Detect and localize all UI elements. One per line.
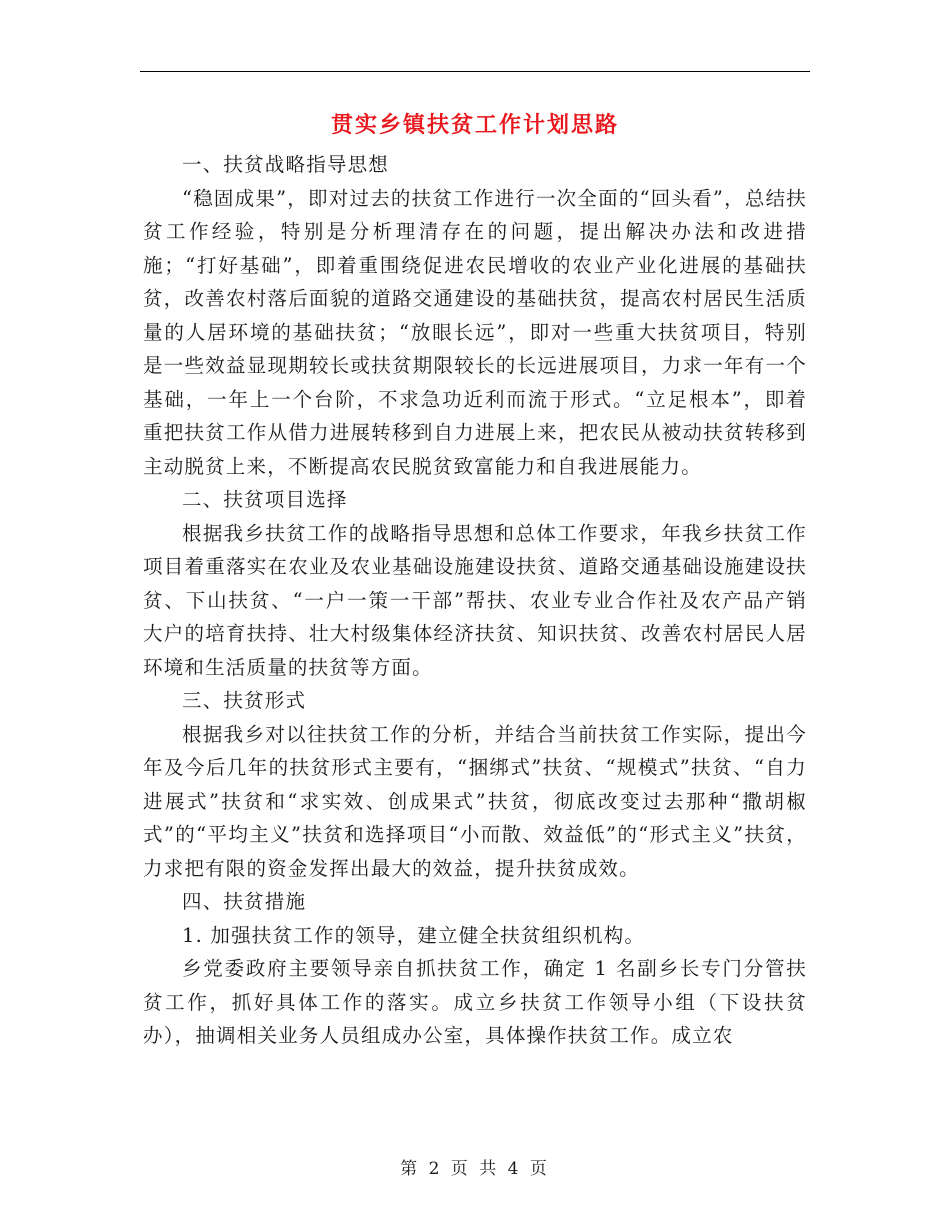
document-body bbox=[143, 108, 807, 1053]
section-heading-2: 二、扶贫项目选择 bbox=[182, 488, 348, 511]
section-heading-3: 三、扶贫形式 bbox=[182, 689, 307, 712]
paragraph-2: 根据我乡扶贫工作的战略指导思想和总体工作要求，年我乡扶贫工作项目着重落实在农业及农业基础设施建设扶贫、道路交通基础设施建设扶贫、下山扶贫、“一户一策一干部”帮扶、农业专业合作社及农产品产销大户的培育扶持、壮大村级集体经济扶贫、知识扶贫、改善农村居民人居环境和生活质量的扶贫等方面。 bbox=[143, 521, 807, 679]
paragraph-1: “稳固成果”，即对过去的扶贫工作进行一次全面的“回头看”，总结扶贫工作经验，特别是分析理清存在的问题，提出解决办法和改进措施；“打好基础”，即着重围绕促进农民增收的农业产业化进展的基础扶贫，改善农村落后面貌的道路交通建设的基础扶贫，提高农村居民生活质量的人居环境的基础扶贫；“放眼长远”，即对一些重大扶贫项目，特别是一些效益显现期较长或扶贫期限较长的长远进展项目，力求一年有一个基础，一年上一个台阶，不求急功近利而流于形式。“立足根本”，即着重把扶贫工作从借力进展转移到自力进展上来，把农民从被动扶贫转移到主动脱贫上来，不断提高农民脱贫致富能力和自我进展能力。 bbox=[143, 186, 807, 478]
subsection-heading-1: 1. 加强扶贫工作的领导，建立健全扶贫组织机构。 bbox=[182, 923, 646, 947]
header-rule bbox=[140, 71, 810, 72]
page-number: 第 2 页 共 4 页 bbox=[400, 1159, 550, 1179]
document-title: 贯实乡镇扶贫工作计划思路 bbox=[330, 112, 619, 138]
section-heading-1: 一、扶贫战略指导思想 bbox=[182, 153, 390, 176]
paragraph-4: 乡党委政府主要领导亲自抓扶贫工作，确定 1 名副乡长专门分管扶贫工作，抓好具体工作的落实。成立乡扶贫工作领导小组（下设扶贫办），抽调相关业务人员组成办公室，具体操作扶贫工作。成立农 bbox=[143, 957, 807, 1047]
paragraph-3: 根据我乡对以往扶贫工作的分析，并结合当前扶贫工作实际，提出今年及今后几年的扶贫形式主要有，“捆绑式”扶贫、“规模式”扶贫、“自力进展式”扶贫和“求实效、创成果式”扶贫，彻底改变过去那种“撒胡椒式”的“平均主义”扶贫和选择项目“小而散、效益低”的“形式主义”扶贫，力求把有限的资金发挥出最大的效益，提升扶贫成效。 bbox=[143, 722, 807, 880]
section-heading-4: 四、扶贫措施 bbox=[182, 890, 307, 913]
